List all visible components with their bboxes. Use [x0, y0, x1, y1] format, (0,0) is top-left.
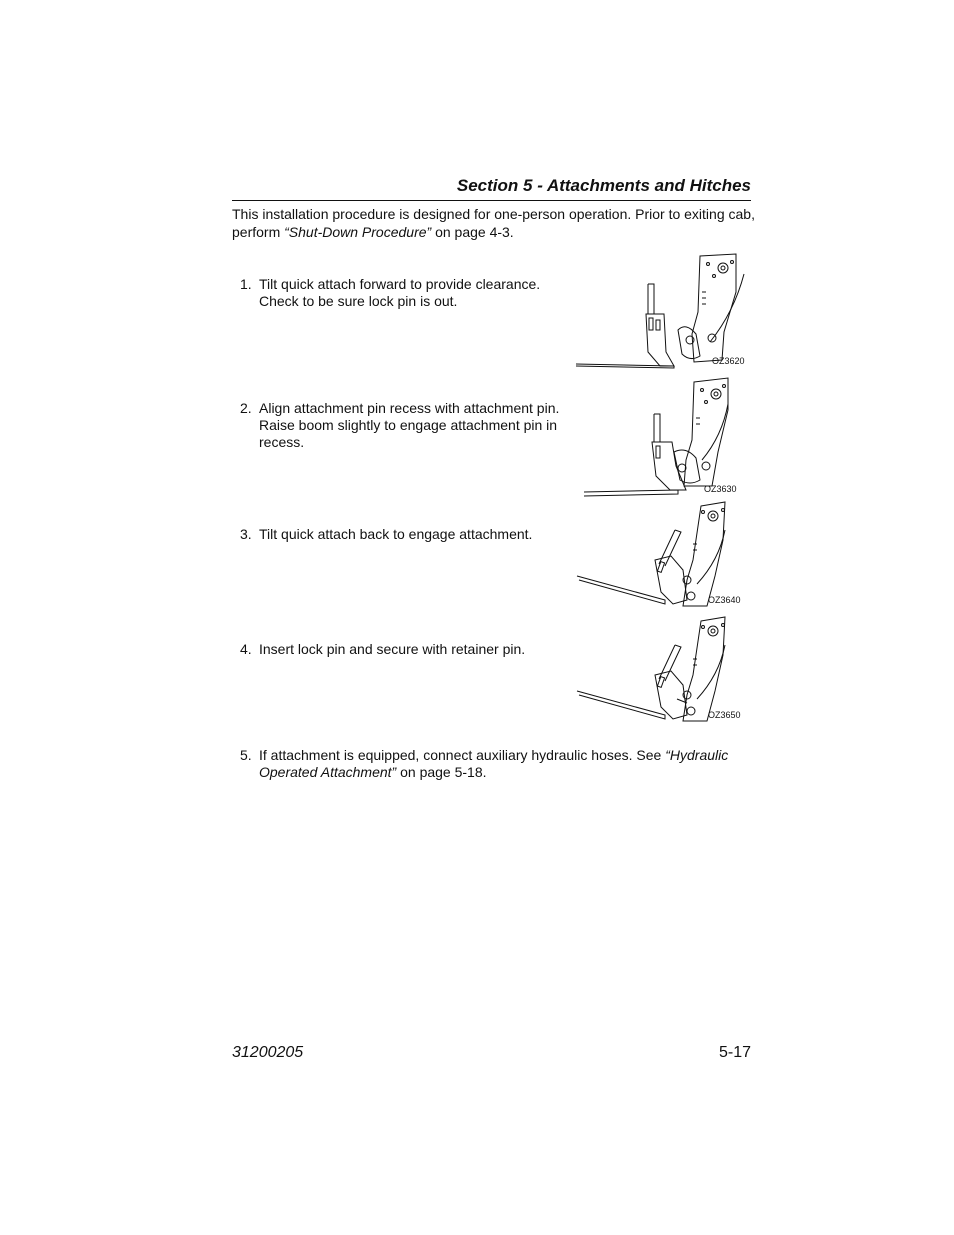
step-number: 2.	[240, 400, 252, 416]
step-reference: Operated Attachment”	[259, 764, 397, 780]
step-text-part: If attachment is equipped, connect auxiliary hydraulic hoses. See	[259, 747, 666, 763]
figure-label: OZ3640	[708, 595, 741, 605]
step-text: Insert lock pin and secure with retainer pin.	[259, 641, 526, 657]
step-number: 4.	[240, 641, 252, 657]
tilt-back-illustration	[575, 500, 755, 610]
step-text	[259, 400, 559, 451]
section-title: Section 5 - Attachments and Hitches	[456, 176, 751, 195]
step-line: Check to be sure lock pin is out.	[259, 293, 458, 309]
step-line: Align attachment pin recess with attachment pin.	[259, 400, 560, 416]
step-number: 3.	[240, 526, 252, 542]
figure-align-pin	[582, 376, 752, 498]
document-number: 31200205	[232, 1044, 304, 1061]
page-number: 5-17	[718, 1044, 751, 1061]
intro-paragraph	[232, 205, 757, 241]
intro-text: This installation procedure is designed for one-person operation. Prior to exiting cab, perform	[232, 206, 755, 240]
figure-label: OZ3630	[704, 484, 737, 494]
step-line: Tilt quick attach forward to provide clearance.	[259, 276, 541, 292]
figure-label: OZ3650	[708, 710, 741, 720]
step-line: Raise boom slightly to engage attachment pin in	[259, 417, 558, 433]
figure-quick-attach-forward	[574, 252, 754, 372]
step-text-part: on page 5-18.	[396, 764, 487, 780]
align-pin-illustration	[582, 376, 752, 498]
figure-label: OZ3620	[712, 356, 745, 366]
quick-attach-illustration	[574, 252, 754, 372]
intro-text-end: on page 4-3.	[431, 224, 514, 240]
figure-tilt-back	[575, 500, 755, 610]
step-number: 5.	[240, 747, 252, 763]
step-line: recess.	[259, 434, 305, 450]
header-rule	[232, 200, 751, 201]
step-text	[259, 276, 540, 310]
step-text	[259, 747, 728, 781]
step-text: Tilt quick attach back to engage attachment.	[259, 526, 533, 542]
lock-pin-illustration	[575, 615, 755, 725]
figure-lock-pin	[575, 615, 755, 725]
step-reference: “Hydraulic	[665, 747, 729, 763]
intro-reference: “Shut-Down Procedure”	[284, 224, 432, 240]
step-number: 1.	[240, 276, 252, 292]
